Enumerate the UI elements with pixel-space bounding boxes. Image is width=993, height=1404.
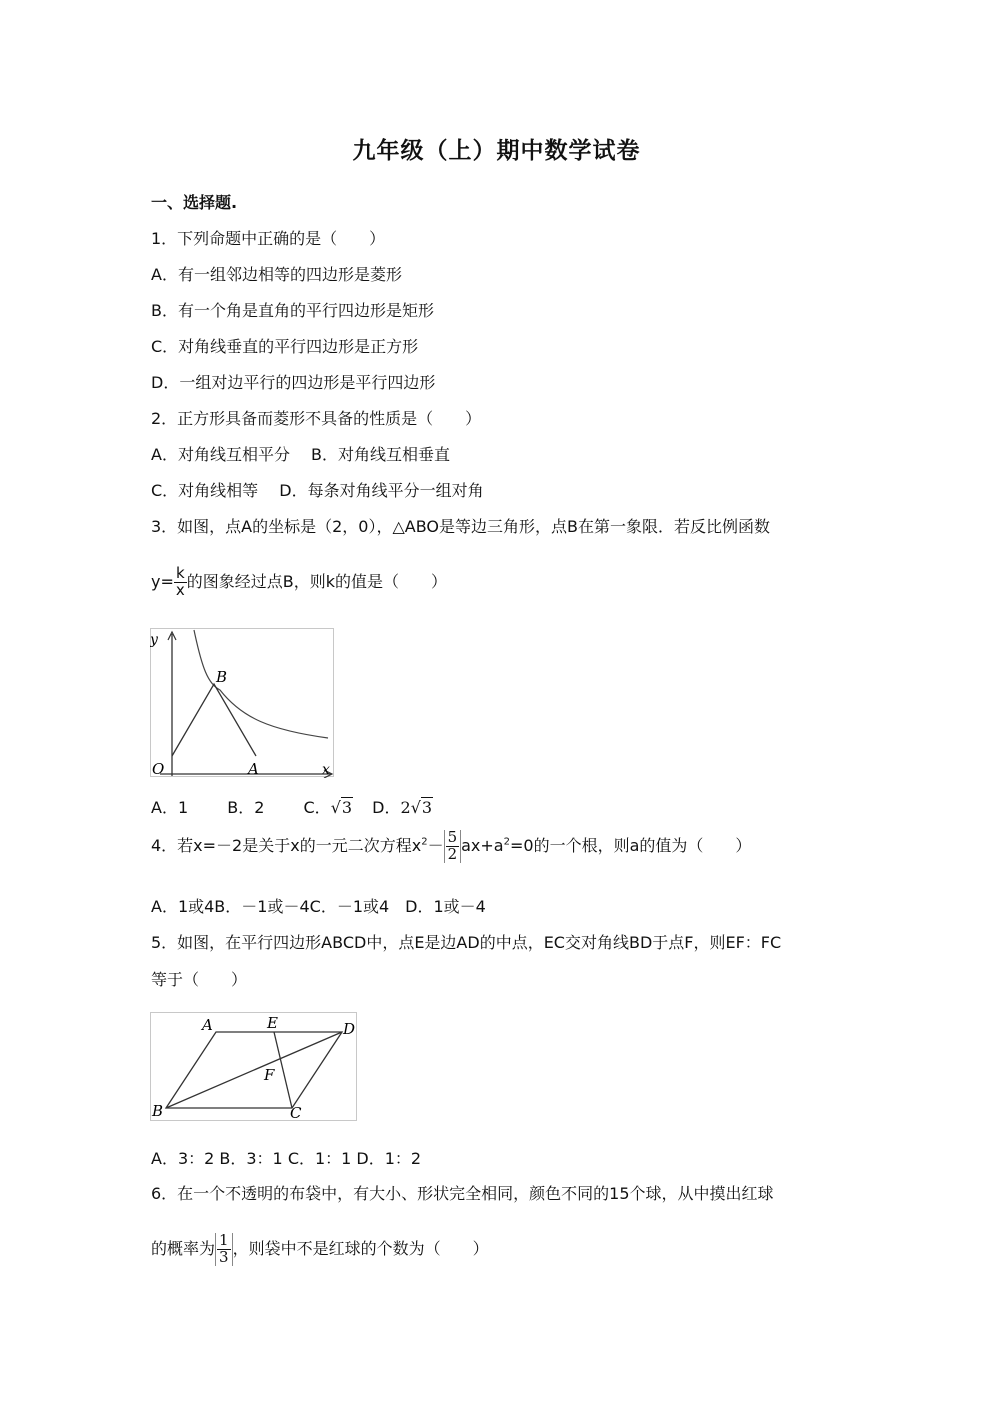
q4-fraction-numerator: 5 [447,828,458,846]
q3-stem-suffix: 的图象经过点B，则k的值是（ ） [186,571,448,591]
label-o: O [152,760,165,778]
label-a: A [202,1016,213,1034]
label-b: B [152,1102,164,1120]
q5-stem-line2: 等于（ ） [151,970,248,989]
q3-option-d-radicand: 3 [421,798,433,817]
q3-fraction-denominator: x [175,580,185,599]
q6-fraction-denominator: 3 [219,1247,229,1266]
label-x: x [322,762,330,778]
q6-stem-suffix: ，则袋中不是红球的个数为（ ） [232,1238,489,1258]
q1-option-d: D．一组对边平行的四边形是平行四边形 [151,373,436,392]
q3-option-d-coefficient: 2 [400,798,411,817]
q4-exponent-1: 2 [421,836,428,848]
q3-fraction-numerator: k [174,566,187,583]
q4-options: A．1或4B．－1或－4C．－1或4 D．1或－4 [151,897,486,916]
q3-stem-prefix: y= [151,571,174,591]
q3-option-c-radicand: 3 [341,798,353,817]
q2-options-cd: C．对角线相等 D．每条对角线平分一组对角 [151,481,484,500]
q3-figure [150,628,335,778]
label-d: D [343,1020,356,1038]
q3-stem-line2 [151,566,447,599]
q2-options-ab: A．对角线互相平分 B．对角线互相垂直 [151,445,451,464]
q4-stem [151,830,751,863]
q3-stem: 3．如图，点A的坐标是（2，0），△ABO是等边三角形，点B在第一象限．若反比例函数 [151,517,771,536]
label-c: C [290,1104,302,1122]
q4-fraction [444,830,462,863]
q4-fraction-denominator: 2 [447,844,458,863]
q6-stem-prefix: 的概率为 [151,1238,216,1258]
q3-option-c-sqrt: √3 [330,798,353,817]
q5-figure [150,1012,358,1122]
q3-option-d: D． [372,798,401,817]
triangle-abo [172,684,256,756]
diagonal-bd [166,1032,342,1108]
q1-option-a: A．有一组邻边相等的四边形是菱形 [151,265,402,284]
label-f: F [264,1066,275,1084]
q4-minus: － [427,835,444,855]
q2-stem: 2．正方形具备而菱形不具备的性质是（ ） [151,409,482,428]
q3-fraction [174,566,187,599]
q5-figure-frame [151,1013,357,1121]
section-heading: 一、选择题. [151,193,238,212]
label-a: A [248,760,259,778]
q6-fraction [215,1233,233,1266]
q4-stem-suffix: =0的一个根，则a的值为（ ） [509,835,752,855]
q5-stem: 5．如图，在平行四边形ABCD中，点E是边AD的中点，EC交对角线BD于点F，则EF：FC [151,933,782,952]
q1-option-b: B．有一个角是直角的平行四边形是矩形 [151,301,434,320]
q6-stem: 6．在一个不透明的布袋中，有大小、形状完全相同，颜色不同的15个球，从中摸出红球 [151,1184,774,1203]
q5-options: A．3：2 B．3：1 C．1：1 D．1：2 [151,1149,422,1168]
q4-stem-middle: ax+a [461,835,504,855]
page-title: 九年级（上）期中数学试卷 [352,138,641,164]
label-b: B [216,668,228,686]
q1-stem: 1．下列命题中正确的是（ ） [151,229,386,248]
q3-options [151,795,433,818]
q4-exponent-2: 2 [503,836,510,848]
segment-ec [274,1032,292,1108]
q3-option-c: C． [303,798,331,817]
q3-figure-frame [151,629,334,777]
q3-option-d-sqrt: 2√3 [400,798,433,817]
q3-option-b: B．2 [227,798,265,817]
q4-stem-prefix: 4．若x=－2是关于x的一元二次方程x [151,835,422,855]
q6-stem-line2 [151,1233,489,1266]
label-e: E [267,1014,278,1032]
q3-option-a: A．1 [151,798,189,817]
label-y: y [150,632,158,648]
q1-option-c: C．对角线垂直的平行四边形是正方形 [151,337,419,356]
q6-fraction-numerator: 1 [219,1231,229,1249]
